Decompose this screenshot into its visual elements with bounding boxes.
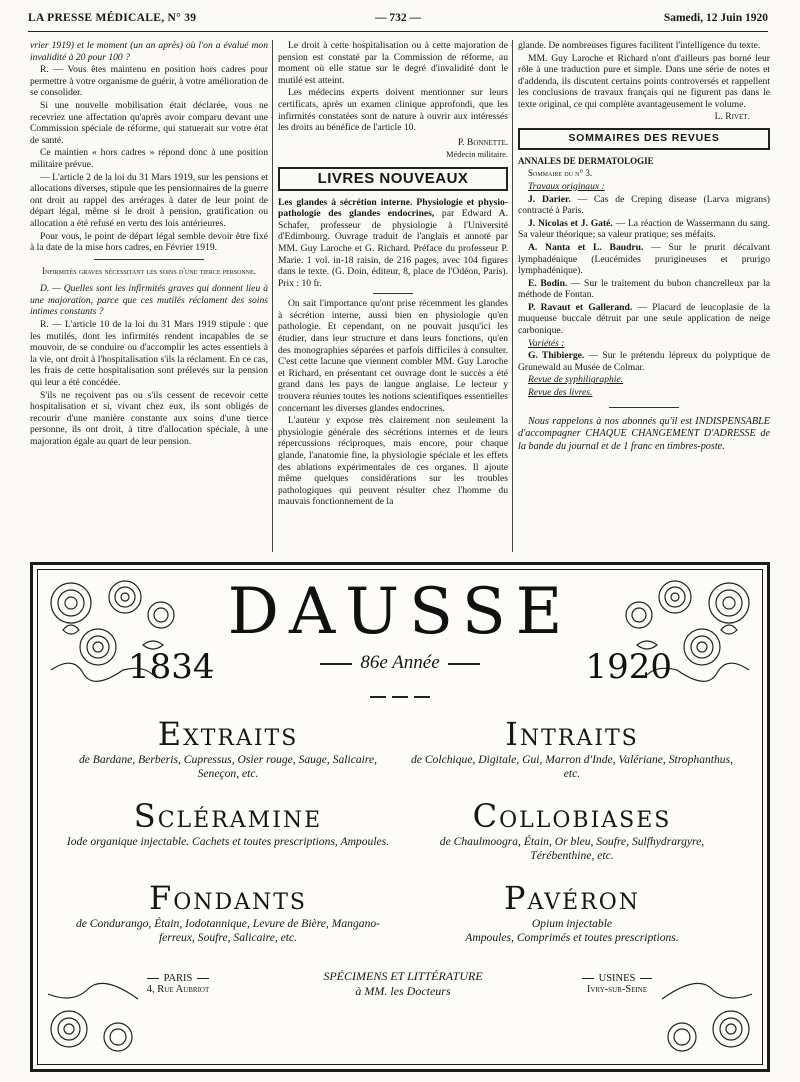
rubric-livres: Revue des livres.	[528, 387, 593, 399]
subscriber-notice: Nous rappelons à nos abonnés qu'il est INDISPENSABLE d'accompagner CHAQUE CHANGEMENT D'ADRESSE de la bande du journal et de 1 franc en timbres-poste.	[518, 415, 770, 452]
year-founded: 1834	[128, 647, 215, 687]
summary-entry: J. Nicolas et J. Gaté. — La réaction de Wassermann du sang. Sa valeur théorique; sa valeur pratique; ses méfaits.	[518, 217, 770, 241]
column-rule-1	[272, 40, 273, 552]
product-description: Opium injectable	[531, 917, 613, 930]
product-name: Intraits	[505, 715, 639, 753]
question: D. — Quelles sont les infirmités graves qui donnent lieu à une majoration, parce que ces mutilés réclament des soins intimes constants ?	[30, 283, 268, 318]
paragraph: glande. De nombreuses figures facilitent l'intelligence du texte.	[518, 40, 761, 51]
product-paveron	[407, 879, 737, 945]
product-name: Pavéron	[503, 879, 641, 917]
product-description: Ampoules, Comprimés et toutes prescriptions.	[465, 931, 679, 944]
usines-label: USINES	[598, 973, 636, 984]
paragraph: — L'article 2 de la loi du 31 Mars 1919, sur les pensions et allocations diverses, stipule que les pensionnaires de la guerre ont droit au rappel des arrérages à dater de leur point de départ légal, même si le droit à pension, gratification ou allocation a été refusé en vertu des lois antérieures.	[30, 171, 268, 229]
summary-entry: J. Darier. — Cas de Creping disease (Larva migrans) contracté à Paris.	[518, 193, 770, 217]
issue-date: Samedi, 12 Juin 1920	[663, 12, 768, 24]
anniversary-text: 86e Année	[360, 652, 440, 673]
book-description: par Edward A. Schafer, professeur de physiologie à l'Université d'Edimbourg. Ouvrage traduit de l'anglais et annoté par MM. Guy Laroche et G. Richard. Préface du professeur P. Marie. 1 vol. in-18 raisin, de 216 pages, avec 104 figures dans le texte. (G. Doin, éditeur, 8, place de l'Odéon, Paris). Prix : 10 fr.	[278, 208, 508, 289]
decorative-bars	[33, 685, 767, 703]
subheading: Infirmités graves nécessitant les soins d'une tierce personne.	[41, 265, 257, 276]
dausse-advertisement	[30, 562, 770, 1072]
usines-town: Ivry-sur-Seine	[586, 984, 648, 995]
paris-label: PARIS	[163, 973, 193, 984]
column-2	[278, 40, 508, 509]
doctors-line: à MM. les Docteurs	[355, 984, 451, 998]
review-paragraph: L'auteur y expose très clairement non seulement la physiologie générale des sécrétions internes et de leurs répercussions réciproques, mais encore, pour chaque glande, l'anatomie fine, la physiologie spéciale et les effets des ablations expérimentales de ces organes. Il ajoute même quelques considérations sur les troubles pathologiques qui peuvent résulter chez l'homme du mauvais fonctionnement de la	[278, 415, 508, 508]
section-title-sommaires: SOMMAIRES DES REVUES	[518, 128, 770, 150]
signature-name: P. Bonnette.	[457, 136, 508, 148]
anniversary-line	[33, 652, 767, 674]
sommaire-label: Sommaire du n° 3.	[528, 168, 593, 179]
paragraph: vrier 1919) et le moment (un an après) où l'on a évalué mon invalidité à 20 pour 100 ?	[30, 40, 268, 63]
paragraph: R. — Vous êtes maintenu en position hors cadres pour permettre à votre organisme de guérir, à votre amélioration de se consolider.	[30, 64, 268, 99]
paragraph: Le droit à cette hospitalisation ou à cette majoration de pension est constaté par la Commission de réforme, au moment où elle statue sur le degré d'invalidité dont le mutilé est atteint.	[278, 40, 508, 86]
product-description: de Bardane, Berberis, Cupressus, Osier rouge, Sauge, Salicaire, Seneçon, etc.	[78, 753, 378, 780]
summary-entry: E. Bodin. — Sur le traitement du bubon chancrelleux par la méthode de Fontan.	[518, 277, 770, 301]
product-name: Extraits	[157, 715, 299, 753]
product-name: Collobiases	[472, 797, 672, 835]
running-header	[28, 9, 768, 32]
product-description: de Colchique, Digitale, Gui, Marron d'Inde, Valériane, Strophanthus, etc.	[410, 753, 734, 780]
rubric-travaux: Travaux originaux :	[528, 180, 605, 192]
journal-name: ANNALES DE DERMATOLOGIE	[518, 155, 654, 166]
paragraph: Pour vous, le point de départ légal semble devoir être fixé à la date de la mise hors cadres, en Février 1919.	[30, 230, 268, 254]
page-number: — 732 —	[375, 12, 421, 24]
rubric-varietes: Variétés :	[528, 337, 565, 349]
product-description: Iode organique injectable. Cachets et toutes prescriptions, Ampoules.	[66, 835, 390, 848]
separator	[373, 293, 413, 294]
year-current: 1920	[585, 647, 672, 687]
brand-name: DAUSSE	[227, 575, 573, 649]
column-3	[518, 40, 770, 454]
paragraph: Si une nouvelle mobilisation était déclarée, vous ne recevriez une affectation qu'après avoir comparu devant une Commission spéciale de réforme, qui statuerait sur votre état de santé.	[30, 99, 268, 146]
review-paragraph: On sait l'importance qu'ont prise récemment les glandes à sécrétion interne, aussi bien en physiologie qu'en pathologie. Et cependant, on ne pouvait jusqu'ici les étudier, dans leur structure et dans leurs fonctions, qu'en des monographies séparées et parfois difficiles à consulter. C'est cette lacune que viennent combler MM. Guy Laroche et Richard, en présentant cet ouvrage dont le succès a été grand dans les pays de langue anglaise. Le lecteur y trouvera réunies toutes les notions scientifiques essentielles concernant les diverses glandes endocrines.	[278, 298, 508, 414]
section-title-livres-nouveaux: LIVRES NOUVEAUX	[278, 167, 508, 191]
specimens-notice	[263, 969, 543, 999]
product-scleramine	[63, 797, 393, 849]
paragraph: MM. Guy Laroche et Richard n'ont d'ailleurs pas borné leur rôle à une traduction pure et simple. Dans une série de notes et d'addenda, ils discutent certains points controversés et rappellent les conclusions de travaux français qui ne figurent pas dans le texte original, ce qui complète avantageusement le volume. L. Rivet.	[518, 52, 770, 122]
answer: S'ils ne reçoivent pas ou s'ils cessent de recevoir cette hospitalisation et si, vivant chez eux, ils sont obligés de recourir d'une manière constante aux soins d'une tierce personne, ils ont droit, à titre d'allocation spéciale, à une majoration égale au quart de leur pension.	[30, 389, 268, 447]
paris-address	[113, 973, 243, 995]
product-intraits	[407, 715, 737, 781]
separator	[609, 407, 679, 408]
product-fondants	[63, 879, 393, 945]
paragraph: Ce maintien « hors cadres » répond donc à une position militaire prévue.	[30, 147, 268, 170]
product-description: de Condurango, Étain, Iodotannique, Levure de Bière, Mangano-ferreux, Soufre, Salicaire, etc.	[75, 917, 381, 944]
separator	[94, 259, 204, 260]
specimens-line: SPÉCIMENS ET LITTÉRATURE	[323, 969, 483, 983]
summary-entry: A. Nanta et L. Baudru. — Sur le prurit décalvant lymphadénique (Leucémides prurigineuses et prurigo lymphadénique).	[518, 241, 770, 277]
product-extraits	[63, 715, 393, 781]
column-1	[30, 40, 268, 449]
summary-entry: P. Ravaut et Gallerand. — Placard de leucoplasie de la muqueuse buccale détruit par une seule application de neige carbonique.	[518, 301, 770, 337]
product-name: Scléramine	[133, 797, 323, 835]
rubric-syphiligraphie: Revue de syphiligraphie.	[528, 374, 624, 386]
product-collobiases	[407, 797, 737, 863]
journal-title: LA PRESSE MÉDICALE, N° 39	[28, 12, 197, 24]
book-title: Les glandes à sécrétion interne. Physiologie et physio-pathologie des glandes endocrines,	[278, 196, 508, 220]
paris-street: 4, Rue Aubriot	[146, 984, 210, 995]
signature-name: L. Rivet.	[714, 110, 750, 122]
product-description: de Chaulmoogra, Étain, Or bleu, Soufre, Sulfhydrargyre, Térébenthine, etc.	[439, 835, 705, 862]
usines-address	[547, 973, 687, 995]
signature-title: Médecin militaire.	[446, 150, 508, 160]
column-rule-2	[512, 40, 513, 552]
answer: R. — L'article 10 de la loi du 31 Mars 1919 stipule : que les mutilés, dont les infirmités rendent incapables de se mouvoir, de se conduire ou d'accomplir les actes essentiels à la vie, ont droit à l'hospitalisation s'ils la réclament. En ce cas, les frais de cette hospitalisation sont prélevés sur la pension qui leur a été concédée.	[30, 319, 268, 389]
product-name: Fondants	[148, 879, 307, 917]
summary-entry: G. Thibierge. — Sur le prétendu lépreux du polyptique de Grunewald au Musée de Colmar.	[518, 350, 770, 373]
paragraph: Les médecins experts doivent mentionner sur leurs certificats, après un examen clinique approfondi, que les infirmités constatées sont de nature à ouvrir aux intéressés les droits au bénéfice de l'article 10.	[278, 87, 508, 134]
